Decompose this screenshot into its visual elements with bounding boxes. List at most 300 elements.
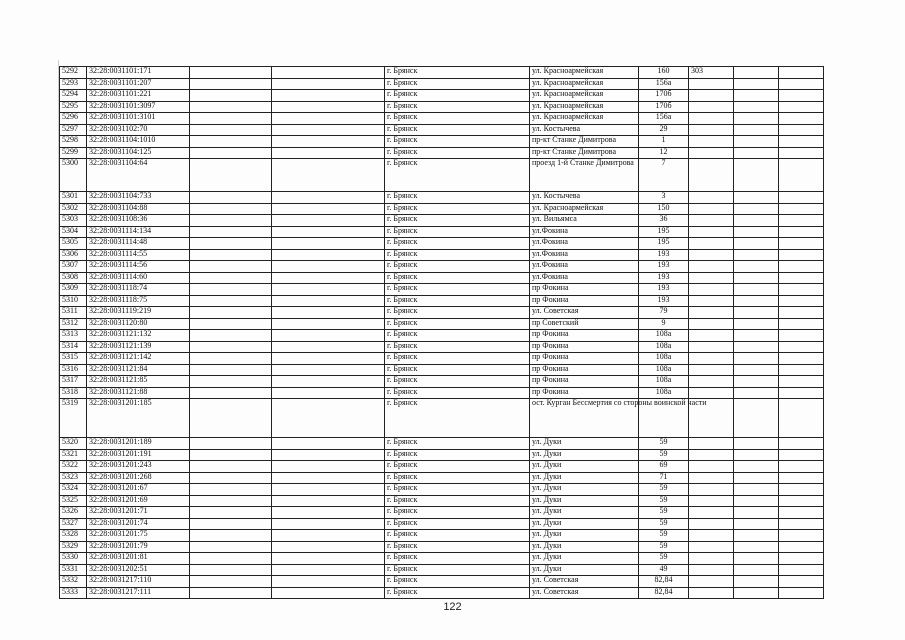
- empty-cell: [272, 67, 385, 79]
- table-row: [60, 387, 824, 399]
- city-cell: г. Брянск: [385, 90, 530, 102]
- row-number-cell: 5327: [60, 518, 87, 530]
- empty-cell: [779, 272, 824, 284]
- empty-cell: [272, 399, 385, 438]
- empty-cell: [779, 564, 824, 576]
- empty-cell: [272, 330, 385, 342]
- row-number-cell: 5300: [60, 159, 87, 192]
- city-cell: г. Брянск: [385, 192, 530, 204]
- street-cell: ул.Фокина: [530, 272, 639, 284]
- house-number-cell: 59: [639, 530, 689, 542]
- empty-cell: [190, 226, 272, 238]
- extra-cell: [689, 461, 734, 473]
- empty-cell: [272, 387, 385, 399]
- street-cell: ул. Дуки: [530, 495, 639, 507]
- house-number-cell: 59: [639, 495, 689, 507]
- table-row: [60, 353, 824, 365]
- empty-cell: [734, 484, 779, 496]
- empty-cell: [190, 124, 272, 136]
- extra-cell: [689, 249, 734, 261]
- cadastral-number-cell: 32:28:0031101:3097: [87, 101, 190, 113]
- empty-cell: [190, 159, 272, 192]
- table-row: [60, 507, 824, 519]
- empty-cell: [272, 249, 385, 261]
- empty-cell: [272, 295, 385, 307]
- street-cell: пр Фокина: [530, 341, 639, 353]
- extra-cell: [689, 507, 734, 519]
- street-cell: ул. Костычева: [530, 124, 639, 136]
- street-cell: ул. Советская: [530, 576, 639, 588]
- empty-cell: [734, 564, 779, 576]
- table-row: [60, 67, 824, 79]
- empty-cell: [190, 364, 272, 376]
- house-number-cell: 59: [639, 438, 689, 450]
- cadastral-number-cell: 32:28:0031119:219: [87, 307, 190, 319]
- extra-cell: [689, 541, 734, 553]
- table-row: [60, 472, 824, 484]
- street-cell: ул. Красноармейская: [530, 67, 639, 79]
- empty-cell: [734, 215, 779, 227]
- row-number-cell: 5313: [60, 330, 87, 342]
- empty-cell: [272, 564, 385, 576]
- extra-cell: [689, 587, 734, 599]
- cadastral-number-cell: 32:28:0031108:36: [87, 215, 190, 227]
- table-row: [60, 147, 824, 159]
- row-number-cell: 5302: [60, 203, 87, 215]
- extra-cell: [689, 90, 734, 102]
- cadastral-number-cell: 32:28:0031101:221: [87, 90, 190, 102]
- cadastral-number-cell: 32:28:0031104:88: [87, 203, 190, 215]
- cadastral-number-cell: 32:28:0031120:80: [87, 318, 190, 330]
- empty-cell: [272, 318, 385, 330]
- empty-cell: [779, 553, 824, 565]
- house-number-cell: 82,84: [639, 576, 689, 588]
- house-number-cell: 71: [639, 472, 689, 484]
- empty-cell: [734, 136, 779, 148]
- empty-cell: [190, 284, 272, 296]
- street-cell: ул. Красноармейская: [530, 203, 639, 215]
- extra-cell: [689, 318, 734, 330]
- city-cell: г. Брянск: [385, 307, 530, 319]
- street-cell: ул. Дуки: [530, 507, 639, 519]
- row-number-cell: 5298: [60, 136, 87, 148]
- cadastral-number-cell: 32:28:0031121:84: [87, 364, 190, 376]
- city-cell: г. Брянск: [385, 449, 530, 461]
- empty-cell: [734, 376, 779, 388]
- empty-cell: [272, 472, 385, 484]
- empty-cell: [779, 399, 824, 438]
- empty-cell: [779, 192, 824, 204]
- empty-cell: [779, 387, 824, 399]
- register-table-body: [60, 67, 824, 599]
- table-row: [60, 113, 824, 125]
- extra-cell: [689, 238, 734, 250]
- house-number-cell: 156а: [639, 113, 689, 125]
- cadastral-number-cell: 32:28:0031104:1010: [87, 136, 190, 148]
- table-row: [60, 124, 824, 136]
- cadastral-number-cell: 32:28:0031121:142: [87, 353, 190, 365]
- street-cell: ул. Дуки: [530, 484, 639, 496]
- row-number-cell: 5297: [60, 124, 87, 136]
- empty-cell: [779, 249, 824, 261]
- table-row: [60, 530, 824, 542]
- city-cell: г. Брянск: [385, 284, 530, 296]
- empty-cell: [272, 587, 385, 599]
- empty-cell: [272, 307, 385, 319]
- empty-cell: [272, 159, 385, 192]
- empty-cell: [734, 226, 779, 238]
- city-cell: г. Брянск: [385, 341, 530, 353]
- empty-cell: [272, 449, 385, 461]
- empty-cell: [734, 159, 779, 192]
- street-cell: ост. Курган Бессмертия со стороны воинской части: [530, 399, 639, 438]
- cadastral-number-cell: 32:28:0031114:48: [87, 238, 190, 250]
- empty-cell: [779, 507, 824, 519]
- extra-cell: [689, 576, 734, 588]
- empty-cell: [272, 553, 385, 565]
- row-number-cell: 5305: [60, 238, 87, 250]
- empty-cell: [779, 215, 824, 227]
- row-number-cell: 5303: [60, 215, 87, 227]
- street-cell: пр Фокина: [530, 353, 639, 365]
- row-number-cell: 5299: [60, 147, 87, 159]
- row-number-cell: 5294: [60, 90, 87, 102]
- extra-cell: [689, 147, 734, 159]
- city-cell: г. Брянск: [385, 518, 530, 530]
- table-row: [60, 226, 824, 238]
- empty-cell: [190, 484, 272, 496]
- row-number-cell: 5328: [60, 530, 87, 542]
- table-row: [60, 564, 824, 576]
- extra-cell: [689, 295, 734, 307]
- empty-cell: [272, 226, 385, 238]
- empty-cell: [272, 576, 385, 588]
- table-row: [60, 272, 824, 284]
- empty-cell: [779, 124, 824, 136]
- empty-cell: [272, 341, 385, 353]
- empty-cell: [734, 364, 779, 376]
- extra-cell: [689, 484, 734, 496]
- empty-cell: [190, 307, 272, 319]
- empty-cell: [272, 90, 385, 102]
- empty-cell: [190, 249, 272, 261]
- table-row: [60, 541, 824, 553]
- empty-cell: [734, 472, 779, 484]
- street-cell: пр Фокина: [530, 376, 639, 388]
- empty-cell: [190, 438, 272, 450]
- empty-cell: [734, 353, 779, 365]
- cadastral-number-cell: 32:28:0031201:191: [87, 449, 190, 461]
- row-number-cell: 5321: [60, 449, 87, 461]
- city-cell: г. Брянск: [385, 576, 530, 588]
- cadastral-number-cell: 32:28:0031121:88: [87, 387, 190, 399]
- empty-cell: [272, 364, 385, 376]
- table-row: [60, 518, 824, 530]
- empty-cell: [190, 564, 272, 576]
- cadastral-number-cell: 32:28:0031201:71: [87, 507, 190, 519]
- empty-cell: [779, 484, 824, 496]
- extra-cell: [689, 472, 734, 484]
- empty-cell: [779, 341, 824, 353]
- empty-cell: [190, 136, 272, 148]
- house-number-cell: 69: [639, 461, 689, 473]
- empty-cell: [190, 330, 272, 342]
- empty-cell: [734, 507, 779, 519]
- cadastral-number-cell: 32:28:0031201:67: [87, 484, 190, 496]
- row-number-cell: 5331: [60, 564, 87, 576]
- row-number-cell: 5311: [60, 307, 87, 319]
- street-cell: ул. Дуки: [530, 449, 639, 461]
- empty-cell: [190, 113, 272, 125]
- empty-cell: [190, 541, 272, 553]
- extra-cell: [689, 284, 734, 296]
- table-row: [60, 576, 824, 588]
- city-cell: г. Брянск: [385, 364, 530, 376]
- city-cell: г. Брянск: [385, 387, 530, 399]
- house-number-cell: 36: [639, 215, 689, 227]
- city-cell: г. Брянск: [385, 484, 530, 496]
- empty-cell: [779, 438, 824, 450]
- empty-cell: [272, 461, 385, 473]
- empty-cell: [272, 353, 385, 365]
- house-number-cell: 108а: [639, 341, 689, 353]
- empty-cell: [779, 587, 824, 599]
- empty-cell: [272, 238, 385, 250]
- extra-cell: [689, 387, 734, 399]
- extra-cell: [689, 101, 734, 113]
- house-number-cell: 7: [639, 159, 689, 192]
- empty-cell: [734, 101, 779, 113]
- empty-cell: [190, 576, 272, 588]
- city-cell: г. Брянск: [385, 587, 530, 599]
- row-number-cell: 5325: [60, 495, 87, 507]
- row-number-cell: 5330: [60, 553, 87, 565]
- empty-cell: [734, 495, 779, 507]
- table-row: [60, 449, 824, 461]
- empty-cell: [779, 318, 824, 330]
- empty-cell: [734, 90, 779, 102]
- house-number-cell: 12: [639, 147, 689, 159]
- cadastral-number-cell: 32:28:0031114:134: [87, 226, 190, 238]
- house-number-cell: 29: [639, 124, 689, 136]
- empty-cell: [779, 307, 824, 319]
- empty-cell: [779, 295, 824, 307]
- city-cell: г. Брянск: [385, 472, 530, 484]
- empty-cell: [272, 530, 385, 542]
- empty-cell: [779, 472, 824, 484]
- cadastral-number-cell: 32:28:0031118:75: [87, 295, 190, 307]
- table-row: [60, 215, 824, 227]
- row-number-cell: 5320: [60, 438, 87, 450]
- city-cell: г. Брянск: [385, 330, 530, 342]
- house-number-cell: 59: [639, 484, 689, 496]
- street-cell: ул. Дуки: [530, 553, 639, 565]
- street-cell: ул.Фокина: [530, 226, 639, 238]
- empty-cell: [190, 507, 272, 519]
- city-cell: г. Брянск: [385, 215, 530, 227]
- house-number-cell: 59: [639, 553, 689, 565]
- empty-cell: [734, 399, 779, 438]
- street-cell: пр Фокина: [530, 284, 639, 296]
- empty-cell: [272, 376, 385, 388]
- empty-cell: [272, 284, 385, 296]
- empty-cell: [779, 449, 824, 461]
- street-cell: пр-кт Станке Димитрова: [530, 136, 639, 148]
- empty-cell: [779, 541, 824, 553]
- empty-cell: [190, 449, 272, 461]
- street-cell: ул. Советская: [530, 587, 639, 599]
- empty-cell: [190, 90, 272, 102]
- table-row: [60, 90, 824, 102]
- empty-cell: [734, 203, 779, 215]
- empty-cell: [190, 192, 272, 204]
- empty-cell: [734, 295, 779, 307]
- cadastral-number-cell: 32:28:0031102:70: [87, 124, 190, 136]
- extra-cell: [689, 553, 734, 565]
- table-row: [60, 203, 824, 215]
- house-number-cell: 193: [639, 295, 689, 307]
- row-number-cell: 5306: [60, 249, 87, 261]
- empty-cell: [272, 484, 385, 496]
- empty-cell: [779, 530, 824, 542]
- street-cell: ул. Советская: [530, 307, 639, 319]
- street-cell: ул.Фокина: [530, 238, 639, 250]
- extra-cell: [689, 564, 734, 576]
- street-cell: ул. Дуки: [530, 530, 639, 542]
- cadastral-number-cell: 32:28:0031201:74: [87, 518, 190, 530]
- extra-cell: [689, 307, 734, 319]
- house-number-cell: 195: [639, 238, 689, 250]
- page-number: 122: [443, 601, 462, 613]
- house-number-cell: 49: [639, 564, 689, 576]
- street-cell: ул. Дуки: [530, 541, 639, 553]
- table-row: [60, 159, 824, 192]
- table-row: [60, 249, 824, 261]
- house-number-cell: 59: [639, 518, 689, 530]
- empty-cell: [734, 318, 779, 330]
- empty-cell: [272, 518, 385, 530]
- city-cell: г. Брянск: [385, 318, 530, 330]
- cadastral-number-cell: 32:28:0031201:185: [87, 399, 190, 438]
- empty-cell: [779, 518, 824, 530]
- empty-cell: [734, 307, 779, 319]
- cadastral-number-cell: 32:28:0031101:171: [87, 67, 190, 79]
- cadastral-number-cell: 32:28:0031101:207: [87, 78, 190, 90]
- street-cell: ул. Красноармейская: [530, 78, 639, 90]
- empty-cell: [734, 553, 779, 565]
- house-number-cell: 1: [639, 136, 689, 148]
- row-number-cell: 5312: [60, 318, 87, 330]
- table-row: [60, 587, 824, 599]
- extra-cell: [689, 530, 734, 542]
- empty-cell: [779, 364, 824, 376]
- table-row: [60, 307, 824, 319]
- empty-cell: [734, 78, 779, 90]
- cadastral-number-cell: 32:28:0031114:56: [87, 261, 190, 273]
- house-number-cell: 193: [639, 261, 689, 273]
- empty-cell: [190, 238, 272, 250]
- empty-cell: [779, 376, 824, 388]
- row-number-cell: 5326: [60, 507, 87, 519]
- street-cell: пр Фокина: [530, 364, 639, 376]
- empty-cell: [779, 203, 824, 215]
- row-number-cell: 5322: [60, 461, 87, 473]
- table-row: [60, 495, 824, 507]
- empty-cell: [190, 203, 272, 215]
- row-number-cell: 5317: [60, 376, 87, 388]
- cadastral-number-cell: 32:28:0031118:74: [87, 284, 190, 296]
- street-cell: ул. Красноармейская: [530, 90, 639, 102]
- city-cell: г. Брянск: [385, 67, 530, 79]
- row-number-cell: 5296: [60, 113, 87, 125]
- cadastral-number-cell: 32:28:0031217:110: [87, 576, 190, 588]
- house-number-cell: 150: [639, 203, 689, 215]
- city-cell: г. Брянск: [385, 553, 530, 565]
- empty-cell: [190, 261, 272, 273]
- empty-cell: [734, 518, 779, 530]
- city-cell: г. Брянск: [385, 78, 530, 90]
- empty-cell: [734, 249, 779, 261]
- row-number-cell: 5295: [60, 101, 87, 113]
- street-cell: ул. Вильямса: [530, 215, 639, 227]
- empty-cell: [734, 113, 779, 125]
- cadastral-number-cell: 32:28:0031217:111: [87, 587, 190, 599]
- empty-cell: [779, 113, 824, 125]
- row-number-cell: 5316: [60, 364, 87, 376]
- extra-cell: [689, 330, 734, 342]
- empty-cell: [779, 101, 824, 113]
- row-number-cell: 5315: [60, 353, 87, 365]
- city-cell: г. Брянск: [385, 295, 530, 307]
- extra-cell: [689, 364, 734, 376]
- table-row: [60, 136, 824, 148]
- house-number-cell: 108а: [639, 330, 689, 342]
- empty-cell: [779, 576, 824, 588]
- empty-cell: [190, 518, 272, 530]
- empty-cell: [734, 261, 779, 273]
- extra-cell: [689, 449, 734, 461]
- extra-cell: [689, 113, 734, 125]
- empty-cell: [272, 438, 385, 450]
- extra-cell: [689, 203, 734, 215]
- cadastral-number-cell: 32:28:0031114:55: [87, 249, 190, 261]
- empty-cell: [272, 124, 385, 136]
- house-number-cell: 59: [639, 449, 689, 461]
- register-table: [59, 66, 824, 599]
- house-number-cell: 170б: [639, 101, 689, 113]
- empty-cell: [190, 67, 272, 79]
- empty-cell: [734, 272, 779, 284]
- city-cell: г. Брянск: [385, 226, 530, 238]
- empty-cell: [779, 147, 824, 159]
- extra-cell: 303: [689, 67, 734, 79]
- extra-cell: [689, 192, 734, 204]
- empty-cell: [272, 541, 385, 553]
- empty-cell: [734, 576, 779, 588]
- house-number-cell: 193: [639, 272, 689, 284]
- extra-cell: [689, 495, 734, 507]
- row-number-cell: 5324: [60, 484, 87, 496]
- city-cell: г. Брянск: [385, 124, 530, 136]
- extra-cell: [689, 78, 734, 90]
- street-cell: пр-кт Станке Димитрова: [530, 147, 639, 159]
- house-number-cell: 108а: [639, 353, 689, 365]
- cadastral-number-cell: 32:28:0031202:51: [87, 564, 190, 576]
- row-number-cell: 5293: [60, 78, 87, 90]
- house-number-cell: 79: [639, 307, 689, 319]
- empty-cell: [190, 318, 272, 330]
- house-number-cell: 156а: [639, 78, 689, 90]
